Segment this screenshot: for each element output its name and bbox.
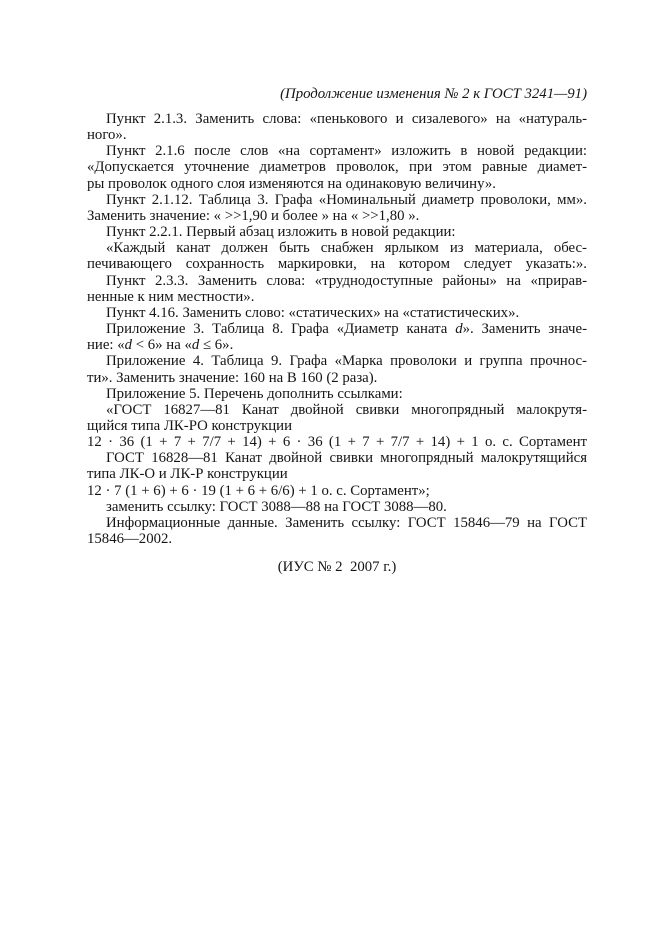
italic-variable: d [455,321,463,338]
italic-variable: d [124,337,133,354]
italic-variable: d [191,337,200,354]
text-line: «Каждый канат должен быть снабжен ярлыком из материала, обес- [106,240,587,257]
text-line: ти». Заменить значение: 160 на В 160 (2 раза). [87,369,378,386]
text-line: «ГОСТ 16827—81 Канат двойной свивки многопрядный малокрутя- [106,401,587,418]
text-line: Пункт 2.1.6 после слов «на сортамент» изложить в новой редакции: [106,143,587,160]
text-line [87,321,587,337]
text-line: 15846—2002. [87,531,173,548]
text-segment: ние: « [87,337,125,354]
text-line: «Допускается уточнение диаметров проволок, при этом равные диамет- [87,159,587,176]
text-line: 12 · 7 (1 + 6) + 6 · 19 (1 + 6 + 6/6) + 1 о. с. Сортамент»; [87,482,430,499]
text-line: печивающего сохранность маркировки, на котором следует указать:». [87,256,587,273]
text-line: Заменить значение: « >>1,90 и более » на « >>1,80 ». [87,207,420,224]
text-segment: ». Заменить значе- [462,321,587,338]
text-line: Приложение 5. Перечень дополнить ссылками: [106,385,403,402]
page-header: (Продолжение изменения № 2 к ГОСТ 3241—91) [280,86,587,102]
page-footer: (ИУС № 2 2007 г.) [277,559,397,575]
text-line: Пункт 2.1.12. Таблица 3. Графа «Номинальный диаметр проволоки, мм». [106,191,587,208]
text-line: Информационные данные. Заменить ссылку: ГОСТ 15846—79 на ГОСТ [106,514,587,531]
text-line: Пункт 4.16. Заменить слово: «статических» на «статистических». [106,304,520,321]
text-line: заменить ссылку: ГОСТ 3088—88 на ГОСТ 3088—80. [106,498,447,515]
text-line: ного». [87,127,127,144]
text-line [87,337,587,353]
text-line: Пункт 2.2.1. Первый абзац изложить в новой редакции: [106,224,456,241]
text-line: 12 · 36 (1 + 7 + 7/7 + 14) + 6 · 36 (1 + 7 + 7/7 + 14) + 1 о. с. Сортамент [87,434,587,451]
text-line: Пункт 2.1.3. Заменить слова: «пенькового и сизалевого» на «натураль- [106,111,587,127]
text-segment: Приложение 3. Таблица 8. Графа «Диаметр каната [106,321,456,338]
document-body [87,111,587,547]
text-line: типа ЛК-О и ЛК-Р конструкции [87,466,288,483]
text-line: ры проволок одного слоя изменяются на одинаковую величину». [87,175,496,192]
text-line: Приложение 4. Таблица 9. Графа «Марка проволоки и группа прочнос- [106,353,587,370]
text-line: ГОСТ 16828—81 Канат двойной свивки многопрядный малокрутящийся [106,450,587,467]
text-line: ненные к ним местности». [87,288,255,305]
text-segment: ≤ 6». [199,337,234,354]
text-line: щийся типа ЛК-РО конструкции [87,417,293,434]
text-segment: < 6» на « [132,337,192,354]
text-line: Пункт 2.3.3. Заменить слова: «труднодоступные районы» на «прирав- [106,272,587,289]
